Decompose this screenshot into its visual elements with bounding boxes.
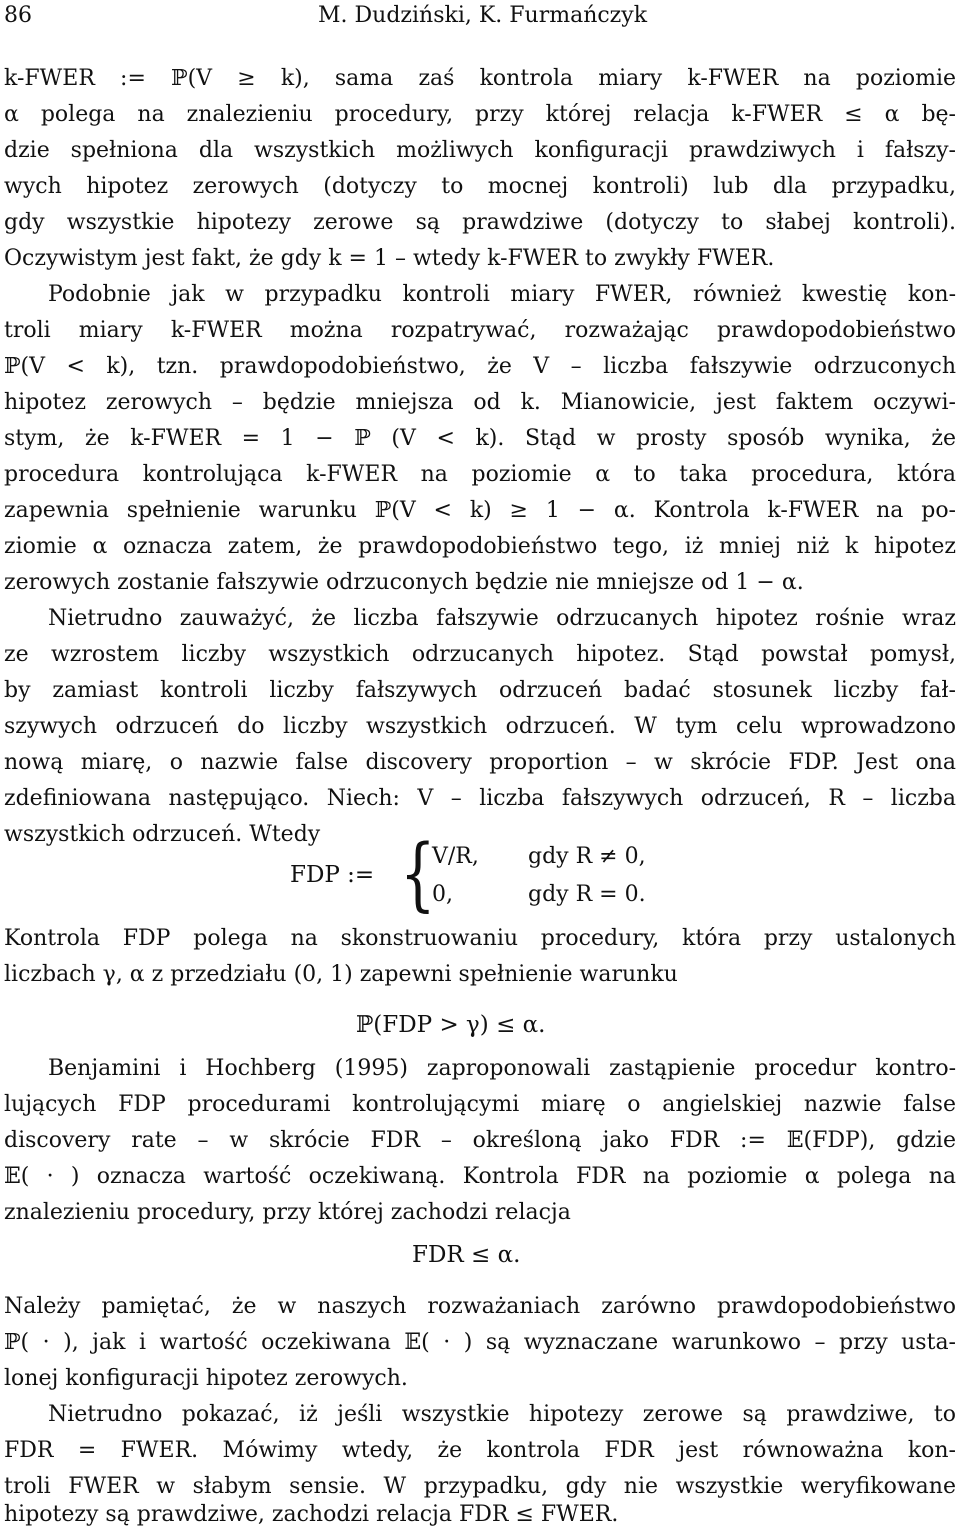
text-line: troli miary k-FWER można rozpatrywać, rozważając prawdopodobieństwo <box>4 318 956 343</box>
display-equation-fdr: FDR ≤ α. <box>412 1242 521 1268</box>
display-equation-fdp: ℙ(FDP > γ) ≤ α. <box>356 1012 546 1038</box>
text-line: szywych odrzuceń do liczby wszystkich odrzuceń. W tym celu wprowadzono <box>4 714 956 739</box>
case-1-condition: gdy R ≠ 0, <box>528 844 646 869</box>
text-line: gdy wszystkie hipotezy zerowe są prawdziwe (dotyczy to słabej kontroli). <box>4 210 956 235</box>
text-line: 𝔼( · ) oznacza wartość oczekiwaną. Kontrola FDR na poziomie α polega na <box>4 1164 956 1189</box>
text-line: wych hipotez zerowych (dotyczy to mocnej kontroli) lub dla przypadku, <box>4 174 956 199</box>
text-line: zerowych zostanie fałszywie odrzuconych będzie nie mniejsze od 1 − α. <box>4 570 804 595</box>
text-line: zapewnia spełnienie warunku ℙ(V < k) ≥ 1 − α. Kontrola k-FWER na po- <box>4 498 956 523</box>
text-line: ziomie α oznacza zatem, że prawdopodobieństwo tego, iż mniej niż k hipotez <box>4 534 956 559</box>
text-line: znalezieniu procedury, przy której zachodzi relacja <box>4 1200 571 1225</box>
text-line: Należy pamiętać, że w naszych rozważaniach zarówno prawdopodobieństwo <box>4 1294 956 1319</box>
case-2-condition: gdy R = 0. <box>528 882 646 907</box>
text-line: discovery rate – w skrócie FDR – określoną jako FDR := 𝔼(FDP), gdzie <box>4 1128 956 1153</box>
case-2-value: 0, <box>432 882 453 907</box>
text-line: ze wzrostem liczby wszystkich odrzucanych hipotez. Stąd powstał pomysł, <box>4 642 956 667</box>
text-line: Podobnie jak w przypadku kontroli miary FWER, również kwestię kon- <box>48 282 956 307</box>
text-line: ℙ(V < k), tzn. prawdopodobieństwo, że V – liczba fałszywie odrzuconych <box>4 354 956 379</box>
text-line: Nietrudno zauważyć, że liczba fałszywie odrzucanych hipotez rośnie wraz <box>48 606 956 631</box>
text-line: hipotezy są prawdziwe, zachodzi relacja FDR ≤ FWER. <box>4 1502 619 1527</box>
text-line: k-FWER := ℙ(V ≥ k), sama zaś kontrola miary k-FWER na poziomie <box>4 66 956 91</box>
page-number: 86 <box>4 3 32 28</box>
left-brace: { <box>400 827 436 920</box>
text-line: Nietrudno pokazać, iż jeśli wszystkie hipotezy zerowe są prawdziwe, to <box>48 1402 956 1427</box>
text-line: troli FWER w słabym sensie. W przypadku, gdy nie wszystkie weryfikowane <box>4 1474 956 1499</box>
text-line: Kontrola FDP polega na skonstruowaniu procedury, która przy ustalonych <box>4 926 956 951</box>
text-line: stym, że k-FWER = 1 − ℙ (V < k). Stąd w prosty sposób wynika, że <box>4 426 956 451</box>
fdp-lhs: FDP := <box>290 862 375 888</box>
running-head: M. Dudziński, K. Furmańczyk <box>318 3 648 28</box>
case-1-value: V/R, <box>432 844 479 869</box>
text-line: dzie spełniona dla wszystkich możliwych konfiguracji prawdziwych i fałszy- <box>4 138 956 163</box>
text-line: hipotez zerowych – będzie mniejsza od k. Mianowicie, jest faktem oczywi- <box>4 390 956 415</box>
text-line: Oczywistym jest fakt, że gdy k = 1 – wtedy k-FWER to zwykły FWER. <box>4 246 775 271</box>
text-line: Benjamini i Hochberg (1995) zaproponowali zastąpienie procedur kontro- <box>48 1056 956 1081</box>
text-line: FDR = FWER. Mówimy wtedy, że kontrola FDR jest równoważna kon- <box>4 1438 956 1463</box>
text-line: by zamiast kontroli liczby fałszywych odrzuceń badać stosunek liczby fał- <box>4 678 956 703</box>
text-line: α polega na znalezieniu procedury, przy której relacja k-FWER ≤ α bę- <box>4 102 956 127</box>
text-line: liczbach γ, α z przedziału (0, 1) zapewni spełnienie warunku <box>4 962 678 987</box>
text-line: zdefiniowana następująco. Niech: V – liczba fałszywych odrzuceń, R – liczba <box>4 786 956 811</box>
text-line: procedura kontrolująca k-FWER na poziomie α to taka procedura, która <box>4 462 956 487</box>
text-line: wszystkich odrzuceń. Wtedy <box>4 822 321 847</box>
text-line: lujących FDP procedurami kontrolującymi miarę o angielskiej nazwie false <box>4 1092 956 1117</box>
text-line: lonej konfiguracji hipotez zerowych. <box>4 1366 408 1391</box>
fdp-definition-equation <box>290 827 710 920</box>
text-line: ℙ( · ), jak i wartość oczekiwana 𝔼( · ) są wyznaczane warunkowo – przy usta- <box>4 1330 956 1355</box>
text-line: nową miarę, o nazwie false discovery proportion – w skrócie FDP. Jest ona <box>4 750 956 775</box>
